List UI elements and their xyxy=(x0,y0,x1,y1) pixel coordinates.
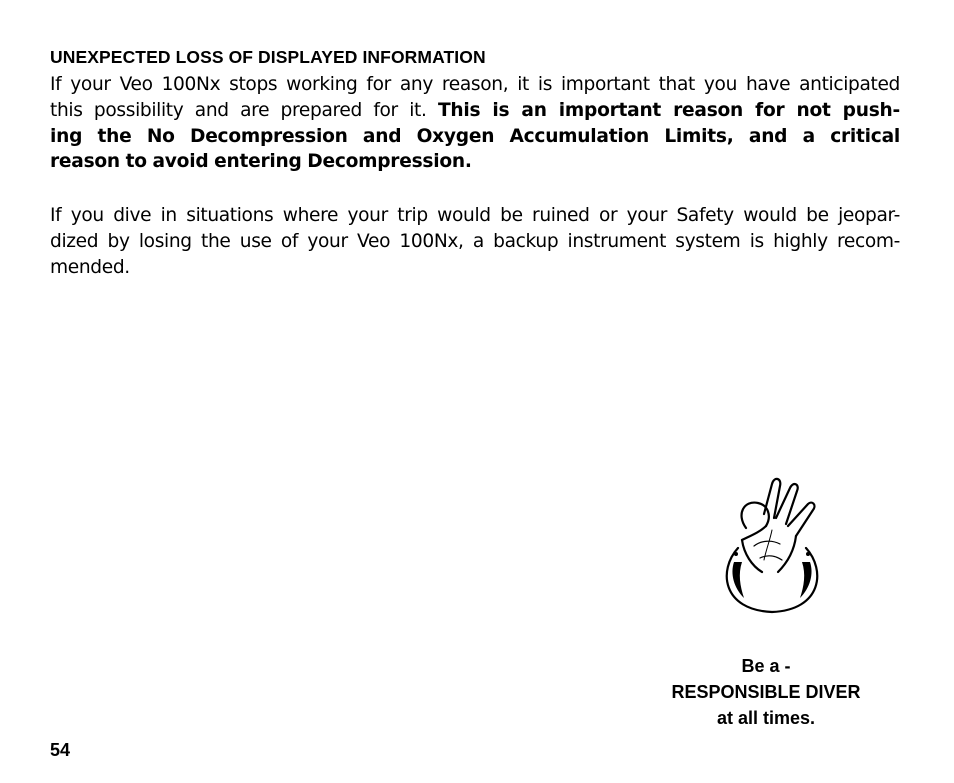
paragraph-line: If your Veo 100Nx stops working for any reason, it is important that you have anticipated xyxy=(50,74,900,95)
paragraph-backup-anticipation xyxy=(50,72,900,175)
caption-line: at all times. xyxy=(716,708,816,728)
emphasis-line: ing the No Decompression and Oxygen Accumulation Limits, and a critical xyxy=(50,125,900,147)
paragraph-line: dized by losing the use of your Veo 100Nx, a backup instrument system is highly recom- xyxy=(50,230,900,252)
paragraph-line: If you dive in situations where your trip would be ruined or your Safety would be jeopar- xyxy=(50,205,900,226)
paragraph-backup-recommendation xyxy=(50,203,900,280)
paragraph-line xyxy=(50,98,900,124)
plain-text: this possibility and are prepared for it. xyxy=(50,99,438,121)
caption-line: Be a - xyxy=(741,656,791,676)
caption-line: RESPONSIBLE DIVER xyxy=(671,682,861,702)
responsible-diver-caption xyxy=(620,653,912,731)
ok-hand-sign-icon xyxy=(716,470,828,616)
emphasis-text: This is an important reason for not push- xyxy=(437,99,900,121)
paragraph-line: mended. xyxy=(50,256,130,278)
page-number: 54 xyxy=(50,740,71,760)
section-heading: UNEXPECTED LOSS OF DISPLAYED INFORMATION xyxy=(50,47,486,67)
emphasis-line: reason to avoid entering Decompression. xyxy=(50,151,472,173)
